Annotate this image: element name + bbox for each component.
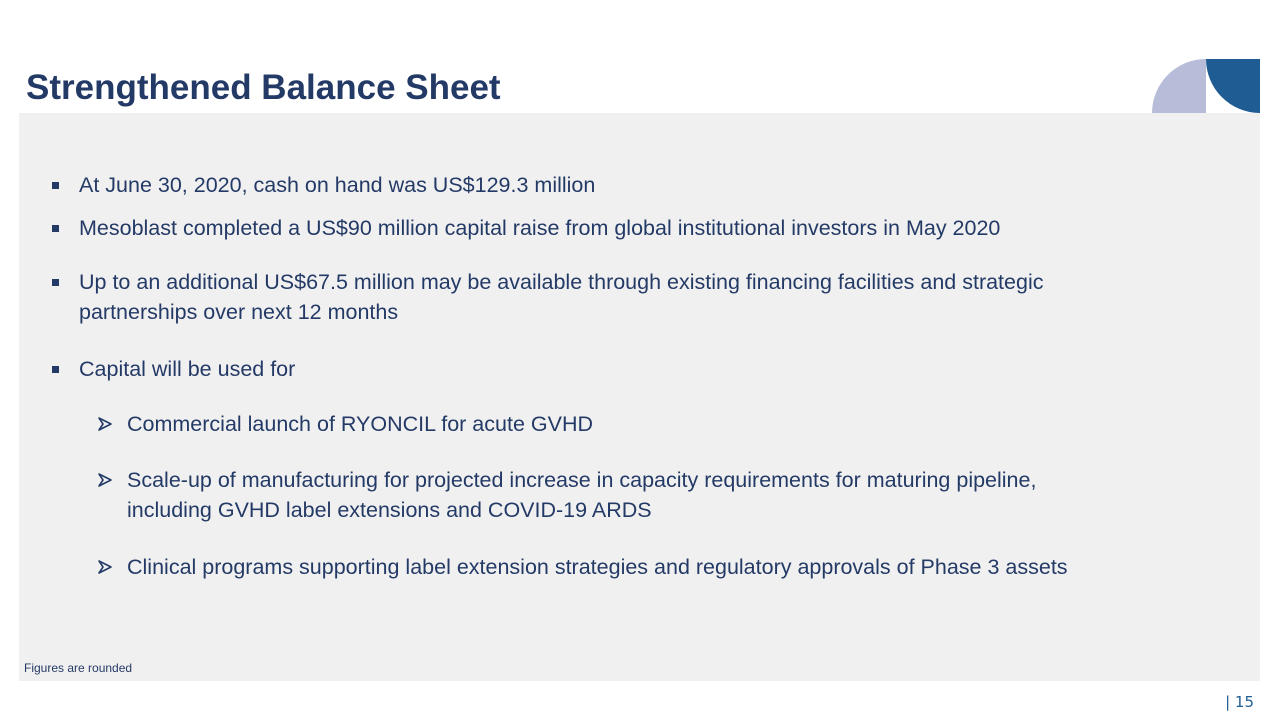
sub-bullet-text: Scale-up of manufacturing for projected increase in capacity requirements for maturing pipeline, [127,468,1037,492]
logo-mid-quadrant [1206,59,1260,113]
bullet-text: Mesoblast completed a US$90 million capital raise from global institutional investors in May 2020 [79,216,1001,240]
bullet-text: Capital will be used for [79,357,296,381]
logo-light-quadrant [1152,59,1206,113]
bullet-text: Up to an additional US$67.5 million may be available through existing financing facilities and strategic [79,270,1044,294]
arrow-bullet-icon [97,472,113,488]
square-bullet-icon [52,366,59,373]
sub-bullet-text: Clinical programs supporting label extension strategies and regulatory approvals of Phase 3 assets [127,555,1068,579]
bullet-text-continued: partnerships over next 12 months [79,300,399,324]
sub-bullet-text-continued: including GVHD label extensions and COVID-19 ARDS [127,498,652,522]
sub-bullet-item [127,552,1068,582]
sub-bullet-text: Commercial launch of RYONCIL for acute GVHD [127,412,593,436]
arrow-bullet-icon [97,416,113,432]
square-bullet-icon [52,225,59,232]
square-bullet-icon [52,279,59,286]
bullet-item [79,354,295,384]
sub-bullet-item [127,409,593,439]
square-bullet-icon [52,182,59,189]
bullet-item [79,170,595,200]
slide-title: Strengthened Balance Sheet [26,68,501,107]
bullet-item [79,213,1000,243]
arrow-bullet-icon [97,559,113,575]
content-panel [19,113,1260,681]
footnote: Figures are rounded [24,661,133,675]
bullet-list [19,113,1260,681]
bullet-item [79,267,1043,327]
sub-bullet-item [127,465,1036,525]
page-number: | 15 [1225,693,1254,711]
bullet-text: At June 30, 2020, cash on hand was US$129.3 million [79,173,596,197]
